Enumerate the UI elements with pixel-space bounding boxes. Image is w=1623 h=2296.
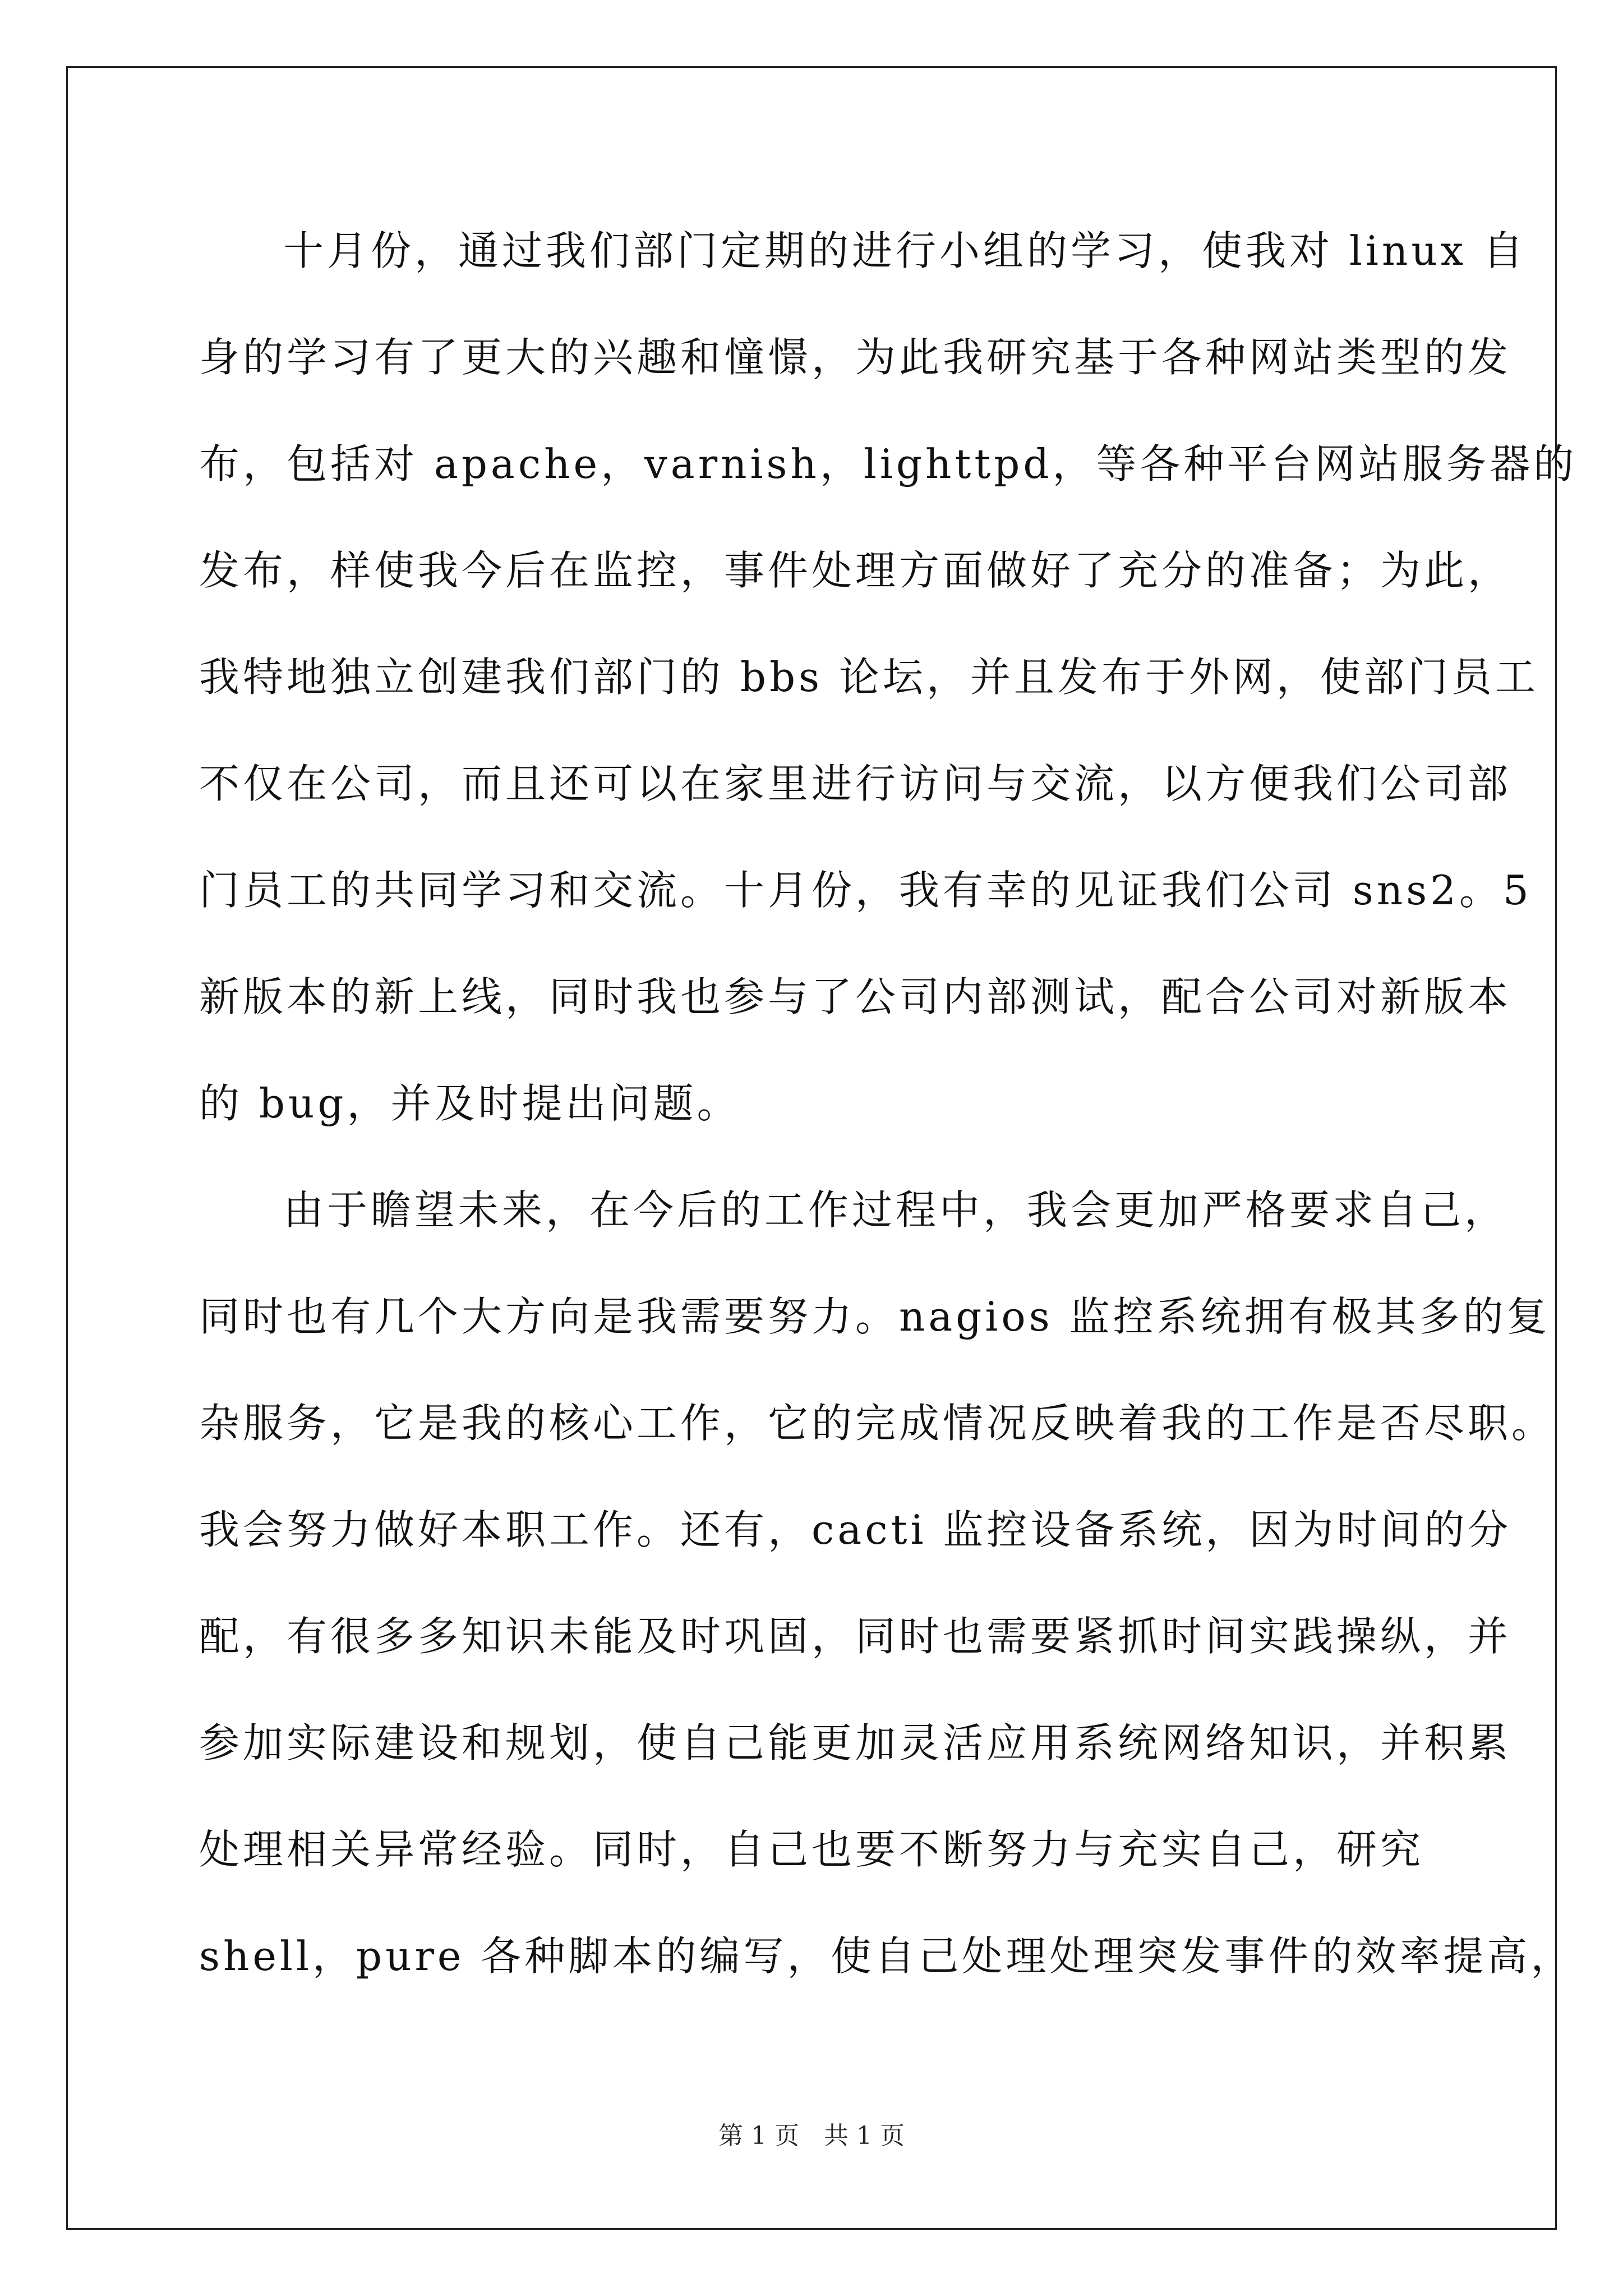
paragraph-line: 身的学习有了更大的兴趣和憧憬，为此我研究基于各种网站类型的发 [199,334,1512,381]
paragraph-line: 新版本的新上线，同时我也参与了公司内部测试，配合公司对新版本 [199,973,1512,1020]
paragraph-line: 配，有很多多知识未能及时巩固，同时也需要紧抓时间实践操纵，并 [199,1613,1512,1660]
page-border [66,66,1557,2230]
paragraph-line: 布，包括对 apache，varnish，lighttpd，等各种平台网站服务器的 [199,440,1578,487]
paragraph-line: 门员工的共同学习和交流。十月份，我有幸的见证我们公司 sns2。5 [199,867,1532,914]
page-footer: 第 1 页 共 1 页 [718,2122,905,2150]
paragraph-line: 由于瞻望未来，在今后的工作过程中，我会更加严格要求自己， [283,1186,1509,1234]
paragraph-line: shell，pure 各种脚本的编写，使自己处理处理突发事件的效率提高， [199,1932,1575,1980]
paragraph-line: 处理相关异常经验。同时，自己也要不断努力与充实自己，研究 [199,1826,1424,1873]
paragraph-line: 同时也有几个大方向是我需要努力。nagios 监控系统拥有极其多的复 [199,1293,1551,1340]
paragraph-line: 十月份，通过我们部门定期的进行小组的学习，使我对 linux 自 [283,227,1527,274]
paragraph-line: 不仅在公司，而且还可以在家里进行访问与交流，以方便我们公司部 [199,760,1512,807]
paragraph-line: 发布，样使我今后在监控，事件处理方面做好了充分的准备；为此， [199,547,1512,594]
paragraph-line: 我会努力做好本职工作。还有，cacti 监控设备系统，因为时间的分 [199,1506,1512,1553]
paragraph-line: 参加实际建设和规划，使自己能更加灵活应用系统网络知识，并积累 [199,1719,1512,1766]
paragraph-line: 的 bug，并及时提出问题。 [199,1080,741,1127]
paragraph-line: 我特地独立创建我们部门的 bbs 论坛，并且发布于外网，使部门员工 [199,654,1539,701]
paragraph-line: 杂服务，它是我的核心工作，它的完成情况反映着我的工作是否尽职。 [199,1400,1556,1447]
